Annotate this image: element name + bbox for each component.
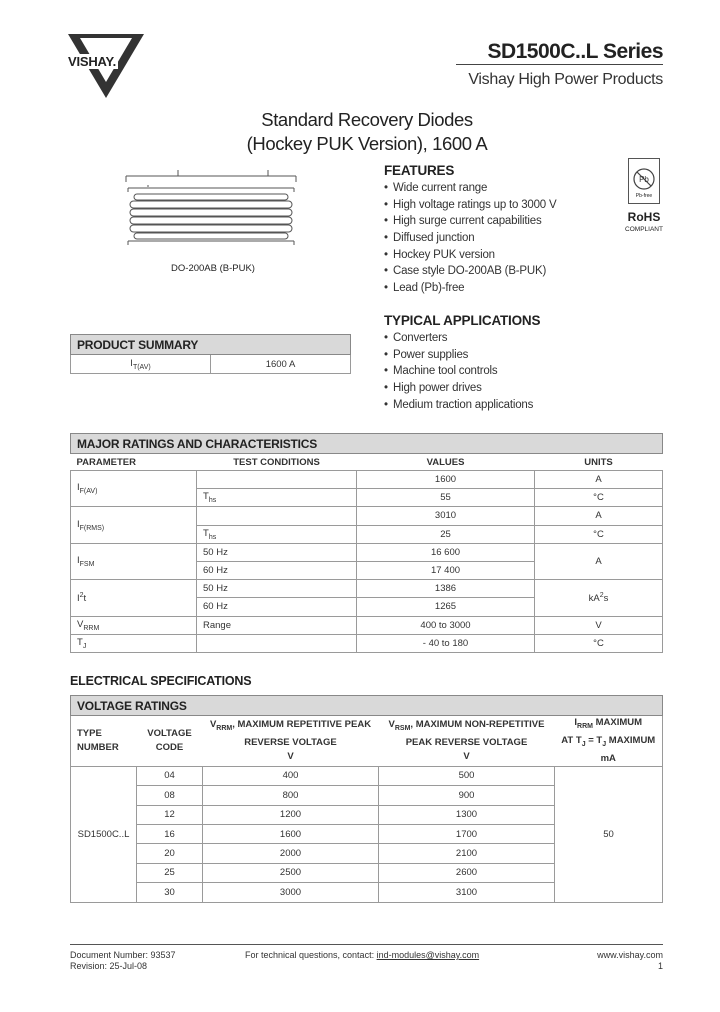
table-header-row: PARAMETER TEST CONDITIONS VALUES UNITS (71, 454, 663, 471)
product-summary-heading: PRODUCT SUMMARY (71, 335, 351, 355)
voltage-ratings-table (70, 695, 663, 903)
summary-value: 1600 A (211, 355, 351, 374)
pb-free-icon (628, 158, 660, 204)
list-item: • Wide current range (384, 180, 614, 197)
applications-heading: TYPICAL APPLICATIONS (384, 313, 541, 328)
package-drawing (118, 170, 308, 260)
features-list (384, 180, 614, 297)
list-item: • High power drives (384, 380, 614, 397)
table-row: $T_J$ - 40 to 180 °C (71, 634, 663, 652)
major-ratings-heading: MAJOR RATINGS AND CHARACTERISTICS (71, 434, 663, 454)
list-item: • Medium traction applications (384, 397, 614, 414)
list-item: • High voltage ratings up to 3000 V (384, 197, 614, 214)
table-row: 30 3000 3100 (71, 883, 663, 902)
list-item: • Converters (384, 330, 614, 347)
table-row: $I_{FSM}$ 50 Hz 16 600 A (71, 543, 663, 561)
page-number: 1 (657, 961, 663, 971)
contact-prefix: For technical questions, contact: (245, 950, 377, 960)
list-item: • Power supplies (384, 347, 614, 364)
list-item: • Case style DO-200AB (B-PUK) (384, 263, 614, 280)
website[interactable]: www.vishay.com (597, 950, 663, 960)
table-row (71, 355, 351, 374)
table-row: $T_{hs}$ 55 °C (71, 489, 663, 507)
table-row: $I^2t$ 50 Hz 1386 $kA^2s$ (71, 580, 663, 598)
table-row: 25 2500 2600 (71, 863, 663, 882)
table-row: 60 Hz 17 400 (71, 561, 663, 579)
table-row: $I_{F(RMS)}$ 3010 A (71, 507, 663, 525)
pb-free-label: Pb-free (635, 193, 653, 199)
document-title (0, 108, 720, 156)
package-label: DO-200AB (B-PUK) (171, 263, 255, 274)
rohs-text: RoHS (627, 210, 661, 224)
summary-param: $I_{T(AV)}$ (71, 355, 211, 374)
type-number: SD1500C..L (71, 766, 137, 902)
svg-text:Pb: Pb (639, 175, 649, 184)
list-item: • Hockey PUK version (384, 247, 614, 264)
table-row: 60 Hz 1265 (71, 598, 663, 616)
applications-list (384, 330, 614, 413)
revision: Revision: 25-Jul-08 (70, 961, 148, 971)
table-row: SD1500C..L 04 400 500 50 (71, 766, 663, 785)
table-header-row: TYPE NUMBER VOLTAGE CODE $V_{RRM}$, MAXIMUM REPETITIVE PEAK REVERSE VOLTAGE V $V_{RSM}$, MAXIMUM NON-REPETITIVE PEAK REVERSE VOLTAGE V $I_{RRM}$ MAXIMUM AT $T_J = T_J$ MAXIMUM mA (71, 716, 663, 767)
electrical-heading: ELECTRICAL SPECIFICATIONS (70, 674, 252, 688)
header-subtitle: Vishay High Power Products (468, 71, 663, 88)
series-title: SD1500C..L Series (487, 40, 663, 63)
title-line-2: (Hockey PUK Version), 1600 A (246, 133, 488, 154)
list-item: • High surge current capabilities (384, 213, 614, 230)
rohs-badge (620, 158, 664, 236)
table-row: 20 2000 2100 (71, 844, 663, 863)
irrm-value: 50 (555, 766, 663, 902)
table-row: 08 800 900 (71, 786, 663, 805)
footer-right (597, 950, 663, 972)
footer-contact (245, 950, 479, 961)
table-row: 16 1600 1700 (71, 824, 663, 843)
major-ratings-table (70, 433, 663, 653)
features-heading: FEATURES (384, 163, 455, 178)
table-row: $T_{hs}$ 25 °C (71, 525, 663, 543)
contact-email-link[interactable]: ind-modules@vishay.com (376, 950, 480, 960)
footer-doc-info (70, 950, 176, 972)
list-item: • Lead (Pb)-free (384, 280, 614, 297)
rohs-sub: COMPLIANT (625, 226, 663, 233)
doc-number: Document Number: 93537 (70, 950, 176, 960)
logo-text: VISHAY. (68, 54, 116, 69)
header-rule (456, 64, 663, 65)
voltage-ratings-heading: VOLTAGE RATINGS (71, 696, 663, 716)
footer-rule (70, 944, 663, 945)
product-summary-table (70, 334, 351, 374)
table-row: 12 1200 1300 (71, 805, 663, 824)
list-item: • Diffused junction (384, 230, 614, 247)
title-line-1: Standard Recovery Diodes (261, 109, 473, 130)
table-row: $I_{F(AV)}$ 1600 A (71, 471, 663, 489)
table-row: $V_{RRM}$ Range 400 to 3000 V (71, 616, 663, 634)
list-item: • Machine tool controls (384, 363, 614, 380)
